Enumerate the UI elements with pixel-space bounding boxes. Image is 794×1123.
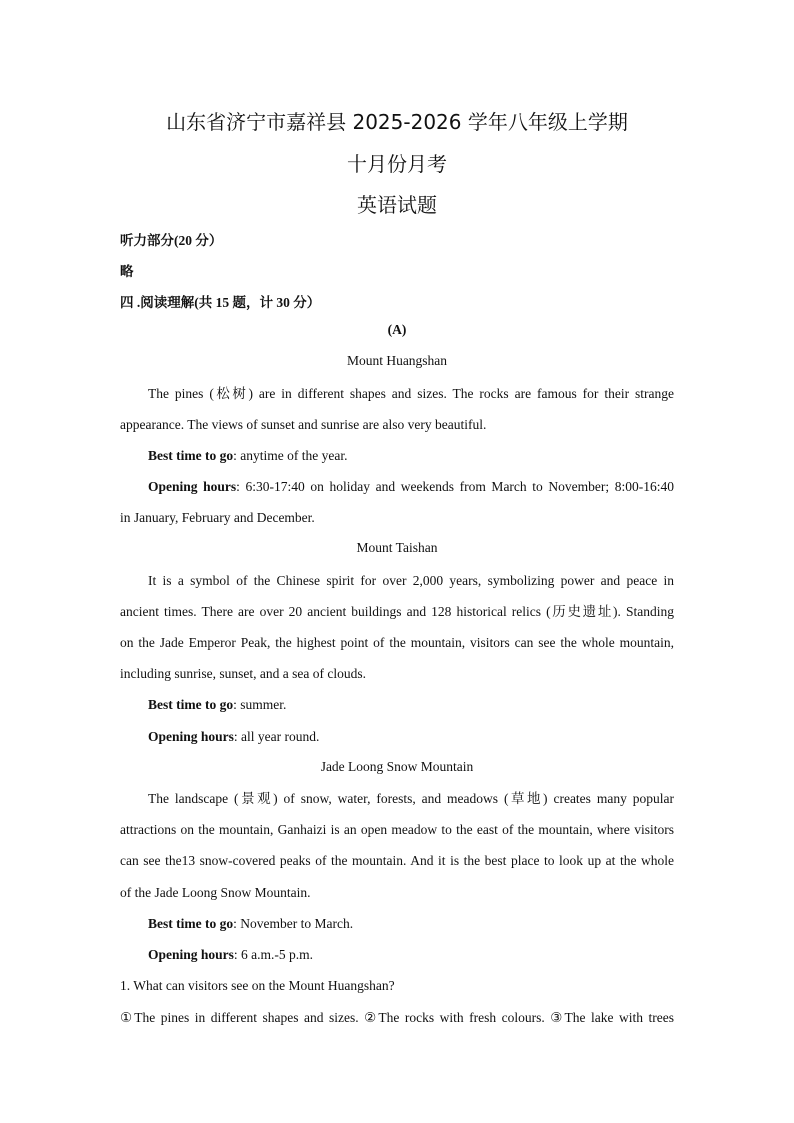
paragraph-line: The landscape (景观) of snow, water, forests, and meadows (草地) creates many popular bbox=[148, 791, 674, 806]
opening-hours-value: : all year round. bbox=[233, 729, 320, 744]
paragraph-line: of the Jade Loong Snow Mountain. bbox=[120, 885, 311, 900]
listening-omitted-note: 略 bbox=[120, 264, 134, 279]
best-time-row-huangshan bbox=[148, 447, 347, 465]
place-heading-huangshan: Mount Huangshan bbox=[346, 353, 448, 368]
paragraph-line: ancient times. There are over 20 ancient buildings and 128 historical relics (历史遗址). Standing bbox=[120, 604, 674, 619]
best-time-value: : anytime of the year. bbox=[233, 448, 348, 463]
opening-hours-label: Opening hours bbox=[148, 947, 234, 962]
opening-hours-value: : 6:30-17:40 on holiday and weekends from March to November; 8:00-16:40 bbox=[236, 479, 675, 494]
exam-title-line1: 山东省济宁市嘉祥县 2025-2026 学年八年级上学期 bbox=[166, 110, 628, 134]
opening-hours-value: : 6 a.m.-5 p.m. bbox=[233, 947, 314, 962]
opening-hours-row-taishan bbox=[148, 728, 319, 746]
paragraph-line: on the Jade Emperor Peak, the highest point of the mountain, visitors can see the whole mountain, bbox=[120, 635, 674, 650]
opening-hours-row-huangshan bbox=[148, 478, 674, 496]
question-options: ①The pines in different shapes and sizes. ②The rocks with fresh colours. ③The lake with trees bbox=[120, 1010, 674, 1025]
best-time-label: Best time to go bbox=[148, 916, 234, 931]
exam-title-line3: 英语试题 bbox=[357, 193, 437, 217]
place-heading-jade-loong: Jade Loong Snow Mountain bbox=[320, 759, 474, 774]
opening-hours-row-jade-loong bbox=[148, 946, 313, 964]
paragraph-line: It is a symbol of the Chinese spirit for over 2,000 years, symbolizing power and peace in bbox=[148, 573, 674, 588]
paragraph-line: in January, February and December. bbox=[120, 510, 315, 525]
question-stem: 1. What can visitors see on the Mount Huangshan? bbox=[120, 978, 395, 993]
paragraph-line: appearance. The views of sunset and sunrise are also very beautiful. bbox=[120, 417, 487, 432]
best-time-row-taishan bbox=[148, 696, 286, 714]
reading-section-heading: 四 .阅读理解(共 15 题，计 30 分） bbox=[120, 295, 321, 310]
best-time-value: : November to March. bbox=[233, 916, 354, 931]
best-time-label: Best time to go bbox=[148, 448, 234, 463]
passage-label: (A) bbox=[387, 322, 407, 337]
paragraph-line: can see the13 snow-covered peaks of the mountain. And it is the best place to look up at the whole bbox=[120, 853, 674, 868]
exam-title-line2: 十月份月考 bbox=[347, 152, 447, 176]
paragraph-line: including sunrise, sunset, and a sea of clouds. bbox=[120, 666, 366, 681]
listening-section-heading: 听力部分(20 分） bbox=[120, 233, 223, 248]
place-heading-taishan: Mount Taishan bbox=[356, 540, 438, 555]
paragraph-line: The pines (松树) are in different shapes and sizes. The rocks are famous for their strange bbox=[148, 386, 674, 401]
opening-hours-label: Opening hours bbox=[148, 729, 234, 744]
best-time-value: : summer. bbox=[233, 697, 287, 712]
best-time-label: Best time to go bbox=[148, 697, 234, 712]
paragraph-line: attractions on the mountain, Ganhaizi is an open meadow to the east of the mountain, where visitors bbox=[120, 822, 674, 837]
opening-hours-label: Opening hours bbox=[148, 479, 237, 494]
best-time-row-jade-loong bbox=[148, 915, 353, 933]
